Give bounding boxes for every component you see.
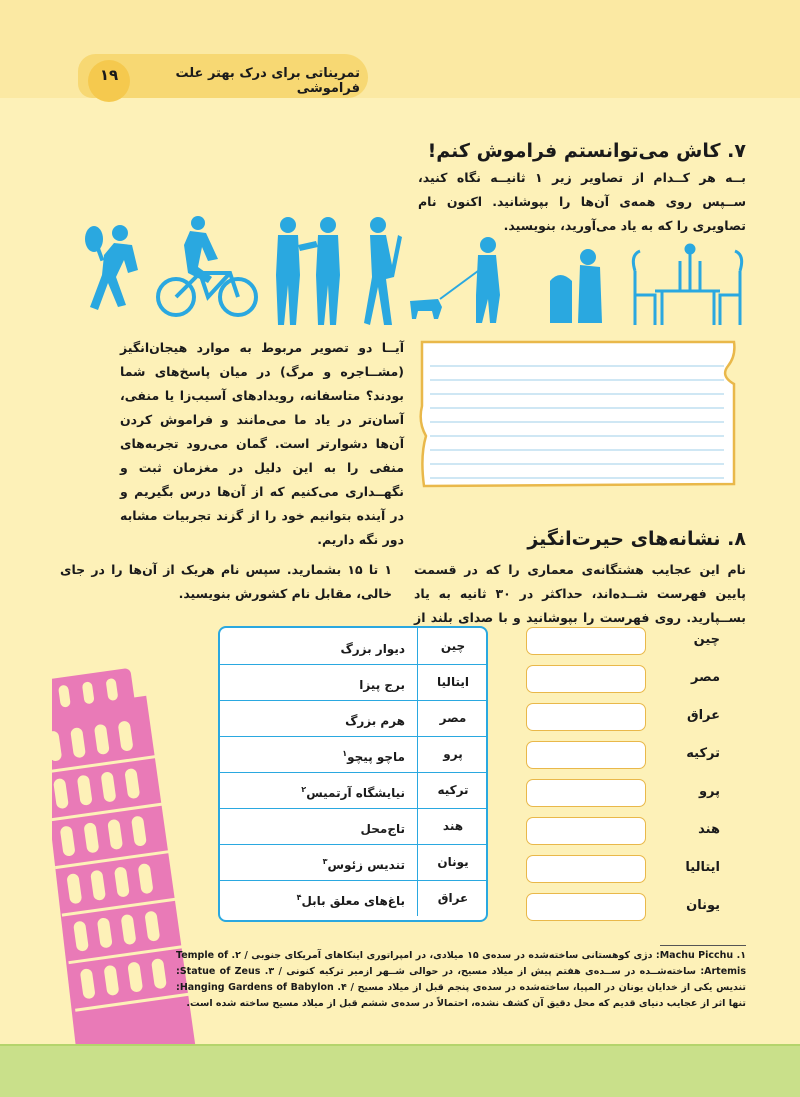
arguing-people-icon — [276, 217, 340, 325]
dinner-table-icon — [633, 245, 741, 325]
answer-input[interactable] — [526, 779, 646, 807]
section7-title: ۷. کاش می‌توانستم فراموش کنم! — [427, 140, 746, 162]
footnotes: ۱. Machu Picchu: دژی کوهستانی ساخته‌شده در سده‌ی ۱۵ میلادی، در امپراتوری اینکاهای آمریکای جنوبی / ۲. Temple of Artemis: ساخته‌شــده در ســده‌ی هفتم پیش از میلاد مسیح، در حوالی شــهر ازمیر ترکیه کنونی / ۳. Statue of Zeus: تندیس یکی از خدایان یونان در المپیا، ساخته‌شده در سده‌ی پنجم قبل از میلاد مسیح / ۴. Hanging Gardens of Babylon: تنها اثر از عجایب دنیای قدیم که محل دقیق آن کشف نشده، احتمالاً در سده‌ی ششم قبل از میلاد مسیح ساخته شده است. — [176, 950, 747, 1009]
answer-country-label: هند — [698, 822, 720, 837]
dancer-icon — [364, 217, 402, 325]
answer-input[interactable] — [526, 817, 646, 845]
answer-input[interactable] — [526, 665, 646, 693]
answer-country-label: چین — [693, 632, 720, 647]
answer-input[interactable] — [526, 703, 646, 731]
table-monument: برج پیزا — [220, 664, 418, 700]
answer-input[interactable] — [526, 627, 646, 655]
section7-discussion: آیــا دو تصویر مربوط به موارد هیجان‌انگیز (مشــاجره و مرگ) در میان پاسخ‌های شما بودند؟ متاسفانه، رویدادهای آسیب‌زا یا منفی، آسان‌تر در یاد ما می‌مانند و فراموش کردن آن‌ها دشوارتر است. گمان می‌رود تجربه‌های منفی را به این دلیل در مغزمان ثبت و نگهــداری می‌کنیم که از آن‌ها درس بگیریم و در آینده بتوانیم خود را از گزند تجربیات مشابه دور نگه داریم. — [120, 340, 404, 547]
dog-walker-icon — [410, 237, 500, 323]
table-country: ایتالیا — [437, 675, 469, 689]
table-monument: دیوار بزرگ — [220, 628, 418, 664]
table-row — [220, 880, 486, 916]
table-country: ترکیه — [437, 783, 469, 797]
answer-notepad[interactable] — [414, 336, 744, 492]
table-country: عراق — [437, 891, 469, 905]
grieving-person-icon — [550, 249, 602, 323]
answer-input[interactable] — [526, 855, 646, 883]
table-country: مصر — [439, 711, 467, 725]
table-row — [220, 664, 486, 701]
table-row — [220, 736, 486, 773]
table-row — [220, 844, 486, 881]
answer-country-label: عراق — [686, 708, 720, 723]
table-monument: تندیس زئوس$^۳$ — [220, 844, 418, 880]
running-title: تمریناتی برای درک بهتر علت فراموشی — [175, 66, 360, 96]
table-monument: تاج‌محل — [220, 808, 418, 844]
table-country: پرو — [443, 747, 463, 761]
answer-country-label: مصر — [691, 670, 720, 685]
answer-input[interactable] — [526, 893, 646, 921]
table-row — [220, 628, 486, 665]
table-monument: باغ‌های معلق بابل$^۴$ — [220, 880, 418, 916]
answer-country-label: پرو — [698, 784, 720, 799]
footnote-divider — [660, 945, 746, 946]
section8-title: ۸. نشانه‌های حیرت‌انگیز — [527, 528, 746, 550]
section8-instructions: نام این عجایب هشتگانه‌ی معماری را که در قسمت پایین فهرست شــده‌اند، حداکثر در ۳۰ ثانیه به یاد بســپارید. روی فهرست را بپوشانید و با صدای بلند از ۱ تا ۱۵ بشمارید. سپس نام هریک از آن‌ها را در جای خالی، مقابل نام کشورش بنویسید. — [60, 562, 746, 625]
table-row — [220, 808, 486, 845]
page-number: ۱۹ — [99, 66, 119, 84]
table-row — [220, 772, 486, 809]
answer-input[interactable] — [526, 741, 646, 769]
table-country: چین — [440, 639, 466, 653]
cyclist-icon — [158, 216, 256, 315]
grass-strip — [0, 1046, 800, 1097]
section7-instructions: بــه هر کــدام از تصاویر زیر ۱ ثانیــه نگاه کنید، ســپس روی همه‌ی آن‌ها را بپوشانید. اکنون نام تصاویری را که به یاد می‌آورید، بنویسید. — [418, 170, 746, 233]
answer-country-label: یونان — [686, 898, 720, 913]
tennis-player-icon — [85, 225, 138, 310]
table-country: هند — [442, 819, 464, 833]
table-country: یونان — [437, 855, 469, 869]
table-monument: نیایشگاه آرتمیس$^۲$ — [220, 772, 418, 808]
monuments-table — [218, 626, 488, 922]
leaning-tower-illustration — [52, 660, 236, 1097]
answer-country-label: ایتالیا — [685, 860, 720, 875]
table-monument: ماچو پیچو$^۱$ — [220, 736, 418, 772]
answer-country-label: ترکیه — [686, 746, 720, 761]
table-monument: هرم بزرگ — [220, 700, 418, 736]
table-row — [220, 700, 486, 737]
silhouette-strip — [80, 215, 750, 335]
